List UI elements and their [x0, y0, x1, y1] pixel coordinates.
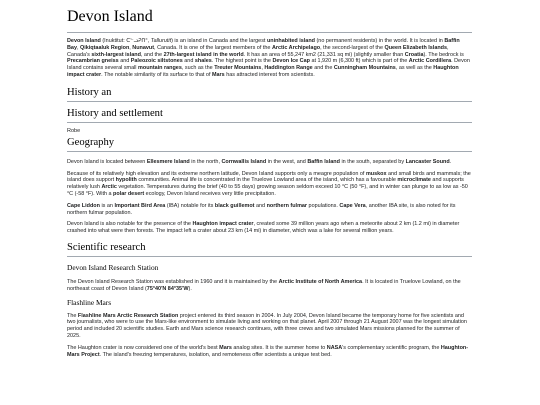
page-title: Devon Island	[67, 0, 472, 33]
geography-paragraph-3: Cape Liddon is an Important Bird Area (IBA) notable for its black guillemot and northern fulmar populations. Cape Vera, another IBA site, is also noted for its northern fulmar population.	[67, 202, 456, 216]
haughton-paragraph: The Haughton crater is now considered one of the world's best Mars analog sites. It is the summer home to NASA's complementary scientific program, the Haughton-Mars Project. The island's freezing temperatures, isolation, and remoteness offer scientists a unique test bed.	[67, 344, 469, 358]
heading-scientific-research: Scientific research	[67, 241, 472, 257]
heading-geography: Geography	[67, 136, 472, 152]
geography-paragraph-4: Devon Island is also notable for the presence of the Haughton impact crater, created some 39 million years ago when a meteorite about 2 km (1.2 mi) in diameter crashed into what were then forests. The impact left a crater about 23 km (14 mi) in diameter, which was a lake for several million years.	[67, 221, 460, 235]
intro-paragraph: Devon Island (Inuktitut: ᑕᓪᓗᕈᑎᑦ, Tallurutit) is an island in Canada and the largest uninhabited island (no permanent residents) in the world. It is located in Baffin Bay, Qikiqtaaluk Region, Nunavut, Canada. It is one of the largest members of the Arctic Archipelago, the second-largest of the Queen Elizabeth Islands, Canada's sixth-largest island, and the 27th-largest island in the world. It has an area of 55,247 km2 (21,331 sq mi) (slightly smaller than Croatia). The bedrock is Precambrian gneiss and Paleozoic siltstones and shales. The highest point is the Devon Ice Cap at 1,920 m (6,300 ft) which is part of the Arctic Cordillera. Devon Island contains several small mountain ranges, such as the Treuter Mountains, Haddington Range and the Cunningham Mountains, as well as the Haughton impact crater. The notable similarity of its surface to that of Mars has attracted interest from scientists.	[67, 38, 470, 78]
heading-research-station: Devon Island Research Station	[67, 262, 159, 272]
geography-paragraph-2: Because of its relatively high elevation and its extreme northern latitude, Devon Island supports only a meagre population of muskox and small birds and mammals; the island does support hypolith communities. Animal life is concentrated in the Truelove Lowland area of the island, which has a favourable microclimate and supports relatively lush Arctic vegetation. Temperatures during the brief (40 to 55 days) growing season seldom exceed 10 °C (50 °F), and in winter can plunge to as low as -50 °C (-58 °F). With a polar desert ecology, Devon Island receives very little precipitation.	[67, 170, 471, 197]
flashline-paragraph: The Flashline Mars Arctic Research Station project entered its third season in 2004. In July 2004, Devon Island became the temporary home for five scientists and two journalists, who were to use the Mars-like environment to simulate living and working on that planet. April 2007 through 21 August 2007 was the longest simulation period and included 20 scientific studies. Earth and Mars science research continues, with three crews and two simulated Mars missions planned for the summer of 2025.	[67, 312, 467, 339]
heading-history-settlement: History and settlement	[67, 107, 472, 123]
heading-flashline-mars: Flashline Mars	[67, 297, 112, 307]
robe-text: Robe	[67, 127, 81, 134]
geography-paragraph-1: Devon Island is located between Ellesmere Island in the north, Cornwallis Island in the west, and Baffin Island in the south, separated by Lancaster Sound.	[67, 158, 452, 165]
article	[67, 0, 472, 358]
heading-history-an: History an	[67, 86, 472, 102]
research-station-paragraph: The Devon Island Research Station was established in 1960 and it is maintained by the Arctic Institute of North America. It is located in Truelove Lowland, on the northeast coast of Devon Island (75°40′N 84°35′W).	[67, 278, 461, 292]
